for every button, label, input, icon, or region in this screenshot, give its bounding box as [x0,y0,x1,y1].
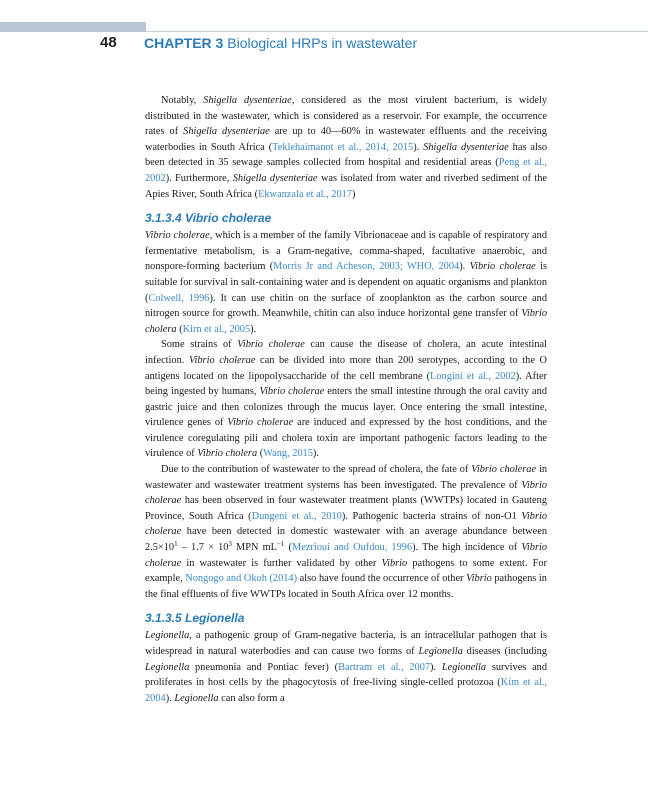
citation-link[interactable]: Wang, 2015 [263,448,313,460]
citation-link[interactable]: Kim et al., 2004 [145,677,547,704]
citation-link[interactable]: Teklehaimanot et al., 2014, 2015 [272,141,414,153]
citation-link[interactable]: Longini et al., 2002 [430,370,516,382]
chapter-title: Biological HRPs in wastewater [227,35,418,51]
running-header [144,35,417,51]
paragraph-shigella: Notably, Shigella dysenteriae, considered as the most virulent bacterium, is widely distributed in the wastewater, which is considered as a reservoir. For example, the occurrence rates of Shigella dysenteriae are up to 40—60% in wastewater effluents and the receiving waterbodies in South Africa (Teklehaimanot et al., 2014, 2015). Shigella dysenteriae has also been detected in 35 sewage samples collected from hospital and residential areas (Peng et al., 2002). Furthermore, Shigella dysenteriae was isolated from water and riverbed sediment of the Apies River, South Africa (Ekwanzala et al., 2017) [145,95,548,200]
citation-link[interactable]: Mezrioui and Oufdou, 1996 [292,542,413,554]
citation-link[interactable]: Dungeni et al., 2010 [251,510,342,522]
section-heading-vibrio: 3.1.3.4 Vibrio cholerae [145,211,272,226]
section-heading-legionella: 3.1.3.5 Legionella [145,611,245,626]
paragraph-vibrio-1: Vibrio cholerae, which is a member of the family Vibrionaceae and is capable of respiratory and fermentative metabolism, is a Gram-negative, comma-shaped, facultative anaerobic, and nonspore-forming bacterium (Morris Jr and Acheson, 2003; WHO, 2004). Vibrio cholerae is suitable for survival in salt-containing water and is dependent on aquatic organisms and plankton (Colwell, 1996). It can use chitin on the surface of zooplankton as the carbon source and nitrogen source for growth. Meanwhile, chitin can also induce horizontal gene transfer of Vibrio cholera (Kirn et al., 2005). [145,230,547,335]
citation-link[interactable]: Peng et al., 2002 [145,157,547,184]
citation-link[interactable]: Nongogo and Okoh (2014) [185,573,298,585]
page-number: 48 [100,34,117,51]
header-rule [146,31,648,32]
paragraph-legionella: Legionella, a pathogenic group of Gram-negative bacteria, is an intracellular pathogen that is widespread in natural waterbodies and can cause two forms of Legionella diseases (including Legionella pneumonia and Pontiac fever) (Bartram et al., 2007). Legionella survives and proliferates in host cells by the phagocytosis of free-living single-celled protozoa (Kim et al., 2004). Legionella can also form a [145,630,548,704]
paragraph-vibrio-2: Some strains of Vibrio cholerae can cause the disease of cholera, an acute intestinal infection. Vibrio cholerae can be divided into more than 200 serotypes, according to the O antigens located on the lipopolysaccharide of the cell membrane (Longini et al., 2002). After being ingested by humans, Vibrio cholerae enters the small intestine through the oral cavity and gastric juice and then colonizes through the mucus layer. Once entering the small intestine, virulence genes of Vibrio cholerae are induced and expressed by the host conditions, and the virulence coregulating pili and cholera toxin are important pathogenic factors leading to the virulence of Vibrio cholera (Wang, 2015). [145,339,548,460]
citation-link[interactable]: Kirn et al., 2005 [182,323,251,335]
paragraph-vibrio-3: Due to the contribution of wastewater to the spread of cholera, the fate of Vibrio cholerae in wastewater and wastewater treatment systems has been investigated. The prevalence of Vibrio cholerae has been observed in four wastewater treatment plants (WWTPs) located in Gauteng Province, South Africa (Dungeni et al., 2010). Pathogenic bacteria strains of non-O1 Vibrio cholerae have been detected in domestic wastewater with an average abundance between $2.5\times 10^1 - 1.7 \times 10^3$ MPN $mL^{-1}$ (Mezrioui and Oufdou, 1996). The high incidence of Vibrio cholerae in wastewater is further validated by other Vibrio pathogens to some extent. For example, Nongogo and Okoh (2014) also have found the occurrence of other Vibrio pathogens in the final effluents of five WWTPs located in South Africa over 12 months. [145,464,548,600]
chapter-label: CHAPTER 3 [144,35,224,51]
citation-link[interactable]: Colwell, 1996 [148,292,210,304]
header-color-bar [0,22,146,32]
body-text [145,93,547,706]
citation-link[interactable]: Morris Jr and Acheson, 2003; WHO, 2004 [273,261,460,273]
citation-link[interactable]: Bartram et al., 2007 [338,661,431,673]
citation-link[interactable]: Ekwanzala et al., 2017 [258,188,352,200]
